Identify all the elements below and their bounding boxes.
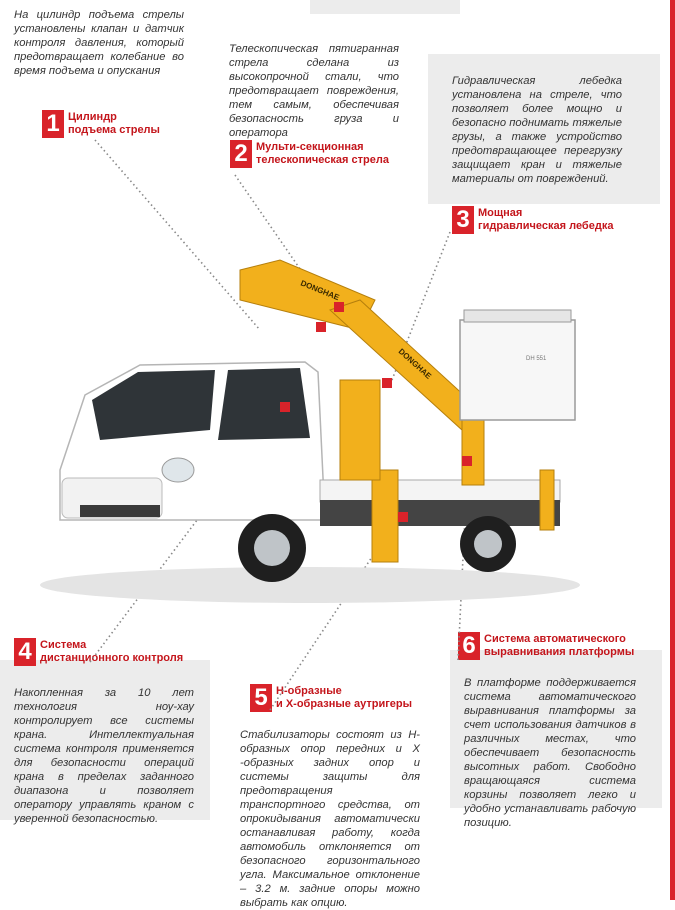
feature-4-title: Система дистанционного контроля — [40, 639, 184, 664]
feature-number-4: 4 — [14, 638, 36, 666]
feature-number-1: 1 — [42, 110, 64, 138]
feature-5-title: H-образные и X-образные аутригеры — [276, 685, 413, 710]
feature-3-title: Мощная гидравлическая лебедка — [478, 207, 614, 232]
boom-brand-text: DONGHAE — [299, 278, 341, 303]
outriggers-description: Стабилизаторы состоят из H-образных опор передних и X -образных задних опор и системы защиты для предотвращения транспортного средства, от опрокидывания автоматически останавливая работу, когда автомобиль отклоняется от безопасного горизонтального угла. Максимальное отклонение – 3.2 м. задние опоры можно выбрать как опцию. — [240, 729, 420, 909]
cylinder-description: На цилиндр подъема стрелы установлены клапан и датчик контроля давления, который предотвращает колебание во время подъема и опускания — [14, 9, 184, 77]
feature-number-6: 6 — [458, 632, 480, 660]
remote-control-description: Накопленная за 10 лет технология ноу-хау контролирует все системы крана. Интеллектуальная система контроля применяется для безопасности операций крана в пределах заданного диапазона и позволяет оператору управлять краном с уверенной безопасностью. — [14, 687, 194, 825]
winch-description: Гидравлическая лебедка установлена на стреле, что позволяет более мощно и безопасно поднимать тяжелые грузы, а также устройство предотвращающее перегрузку защищает кран и тяжелые материалы от повреждений. — [452, 75, 622, 185]
platform-leveling-description: В платформе поддерживается система автоматического выравнивания платформы за счет использования датчиков в различных местах, что обеспечивает безопасность высотных работ. Свободно вращающаяся система корзины позволяет легко и удобно устанавливать рабочую позицию. — [464, 677, 636, 829]
feature-6-title: Система автоматического выравнивания платформы — [484, 633, 635, 658]
boom-description: Телескопическая пятигранная стрела сделана из высокопрочной стали, что предотвращает повреждения, тем самым, обеспечивая безопасность груза и оператора — [229, 43, 399, 139]
feature-number-3: 3 — [452, 206, 474, 234]
feature-1-title: Цилиндр подъема стрелы — [68, 111, 160, 136]
boom-brand-text-2: DONGHAE — [396, 346, 434, 381]
feature-2-title: Мульти-секционная телескопическая стрела — [256, 141, 389, 166]
feature-number-2: 2 — [230, 140, 252, 168]
bucket-label: DH 551 — [526, 356, 547, 362]
feature-number-5: 5 — [250, 684, 272, 712]
